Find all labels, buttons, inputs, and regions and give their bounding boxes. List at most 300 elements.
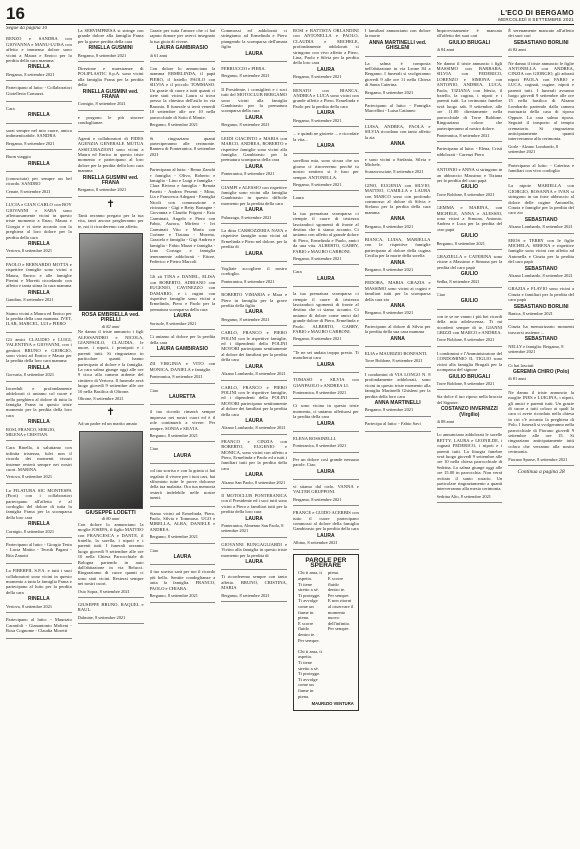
notice [150, 567, 216, 602]
notice-text: È serenamente mancato all'affetto dei suoi cari [508, 28, 574, 39]
notice [78, 113, 144, 132]
notice-name: LAURA GAMBIRASIO [156, 45, 208, 52]
notice-name: GIULIO BRUGALI [448, 373, 491, 380]
notice-name: ANNA [390, 303, 405, 310]
notice-place: Alzano Lombardo, 8 settembre 2021 [221, 425, 286, 431]
notice-place: Bergamo, 8 settembre 2021 [6, 71, 55, 77]
notice [365, 322, 431, 347]
notice-text: Ciao [149, 387, 159, 393]
notice-place: Ponteranica, 8 settembre 2021 [149, 374, 203, 380]
columns [6, 26, 574, 845]
notice-place: Bergamo, 8 settembre 2021 [364, 223, 414, 229]
notice [150, 466, 216, 506]
column-8 [508, 26, 574, 845]
notice [221, 437, 287, 489]
notice-name: RINELLA [28, 240, 50, 247]
notice-place: Bergamo, 8 settembre 2021 [221, 122, 270, 128]
notice-text: Lo annunciano addolorati le sorelle BETTY, LAURA e LEONILDE, i cognati FEDERICO, i nipoti e i parenti tutti. La liturgia funebre avrà luogo giovedì 9 settembre alle ore 10 nella chiesa parrocchiale di Sedrina. La salma giunge oggi alle ore 15.00 in parrocchia. Non verrà recitato il santo rosario. Un particolare ringraziamento a quanti interverranno alla mesta cerimonia. [436, 432, 503, 492]
portrait-photo [79, 431, 143, 509]
notice-text: FRANCO e CINZIA con ROBERTO, EUGENIO e MONICA, sono vicini con affetto a Piero, Ermelinda e Paolo ed a tutti i familiari tutti per la perdita della cara [221, 438, 287, 471]
notice-text: Laura [293, 195, 304, 201]
poem-left: Chi ti ama, ti aspetta. Ti tiene stretto a sé. Ti protegge. Ti avvolge come un fiume in piena. E scorre fluido dentro te. Per sempre. Chi ti ama, ti aspetta. Ti tiene stretto a sé. Ti protegge. Ti avvolge come un fiume in piena. [298, 570, 322, 699]
notice-text: Si ringraziano quanti parteciperanno alle cerimonie. Ramera di Ponteranica, 8 settembre 2021 [149, 135, 216, 157]
notice-text: ... e quindi ne gioirete ... e ricordate la vita... [293, 131, 359, 142]
notice [221, 64, 287, 83]
notice [150, 165, 216, 270]
notice-name: GIULIO [460, 233, 478, 240]
notice-text: Agenti e collaboratori di FIDES AGENZIA GENERALE MUTUA ASSICURAZIONI sono vicini a Maura ed Enrico in questo triste momento e partecipano al loro dolore per la perdita della loro cara mamma [77, 135, 144, 174]
deceased-name: GIUSEPPE LODETTI [85, 509, 136, 516]
notice [221, 226, 287, 262]
notice [365, 155, 431, 179]
cross-icon: ✝ [106, 198, 115, 210]
notice [365, 181, 431, 233]
notice-text: Partecipano al lutto: - Elena, Cristi addolorati - Carenzi Piero [436, 146, 503, 157]
notice-place: Alzano San Paolo, 8 settembre 2021 [221, 479, 286, 485]
notice-name: LAURA [245, 417, 263, 424]
notice-place: di 81 anni [508, 376, 526, 382]
notice-text: La FILATURA SIC MONTESPA (Fiori) con i collaboratori partecipano all'affetto e al cordoglio del dolore di tutta la famiglia Frana per la scomparsa della loro cara [6, 487, 72, 520]
deceased-name: ROSA EMBRIELLA ved. PIRELLI [81, 311, 140, 324]
notices-list [293, 26, 359, 550]
notice-place: Ponteranica, 8 settembre 2021 [221, 278, 275, 284]
notice-name: LAURA [245, 472, 263, 479]
notice [6, 486, 72, 538]
notice [221, 572, 287, 602]
notice [6, 443, 72, 483]
notice [150, 134, 216, 164]
poem-author: MAURIZIO VENTURA [311, 701, 354, 707]
notice-text: I condomini e l'Amministratore del CONDOMINIO IL TIGLIO sono vicini alla famiglia Brugali per la scomparsa del signore [436, 350, 503, 373]
notice [221, 183, 287, 224]
notice [221, 491, 287, 538]
notice-text: Ci hai lasciati [508, 362, 534, 368]
notice [508, 284, 574, 320]
notice-text: Partecipano al lutto: - Caterina e familiari con vivo cordoglio [508, 162, 574, 173]
notice [365, 278, 431, 319]
notice-name: GIULIO [460, 271, 478, 278]
notice-place: di 82 anni [508, 47, 526, 53]
notice [365, 235, 431, 276]
notice-place: Bergamo, 8 settembre 2021 [293, 74, 342, 80]
continuation-note: Segue da pagina 10 [6, 26, 48, 31]
notice-text: Ci uniamo al dolore per la perdita della cara [149, 334, 216, 345]
notices-list [365, 26, 431, 432]
notice-name: LAURA [317, 420, 335, 427]
notice-text: GINO, EUGENIA con SILVIO, MATTEO, CAMILLA e LAURA con MARCO sono con profondo commosso al dolore di Silvia e Stefano per la perdita della cara mamma [364, 182, 431, 215]
notice-text: "Te ne sei andata troppo presto. Ti mancherai cara [293, 349, 359, 361]
notice [293, 455, 359, 480]
notice-text: CARLO, FRANCO e PIERO POLINI con le rispettive famiglie, ed i dipendenti della POLINI MOTORI partecipano sentitamente al dolore dei familiari per la perdita della cara [221, 384, 287, 417]
notice [293, 482, 359, 506]
notice-name: RINELLA [28, 521, 50, 528]
notice-name: RINELLA [28, 160, 50, 167]
notice-place: Gandino, 8 settembre 2021 [6, 297, 54, 303]
death-announcement [78, 211, 144, 406]
notice-name: RINELLA [28, 64, 50, 71]
notice-text: Ci sono vicina in questo triste momento, ci uniamo affettuosi per la perdita della cara [293, 403, 359, 420]
notice [437, 144, 503, 163]
notice-name: RINELLA [28, 112, 50, 119]
notice [293, 348, 359, 373]
notice-text: Vogliate accogliere il nostro cordoglio. [221, 266, 287, 277]
notices-list [150, 26, 216, 603]
notice-name: LAURA [245, 250, 263, 257]
notice-place: Torre Boldone, 8 settembre 2021 [436, 337, 495, 343]
notice-text: BIANCA, LUISA, MARIELLA con le rispettive famiglie partecipano al dolore della cugina Cecilia per la morte della sorella [364, 236, 431, 259]
notice-text: Cara Rinella, ti salutiamo con infinita tristezza, fulvi non il ricordo dei momenti vissuti insieme resterà sempre nei nostri cuori. MARINA [6, 445, 72, 472]
notice-name: LAURA [245, 163, 263, 170]
notice-text: Sia dolce il tuo riposo nella braccia del Signore. [436, 394, 503, 405]
notice-text: GIOVANNI BUNGAGLIARDI e Vivino alla famiglia in questo triste momento per la perdita di [221, 541, 287, 558]
notice-text: la tua prematura scomparsa ci riempie il cuore di tristezza lasciandoci sgomenti di fronte al destino che ci siamo accanto. Ci uniamo di dolore come amici dal grande dolore di Piero, Ermelinda e Paolo. ALBERTO, GABRY, FABIO e MAURO CARBONI. [293, 291, 359, 335]
notice [437, 59, 503, 143]
notice-name: LAURA [317, 275, 335, 282]
notice-text: ZII VIRGINIA e VITO con MONICA, DANIELA e famiglie. [149, 361, 216, 372]
notice-place: Vertova, 8 settembre 2021 [6, 603, 53, 609]
notice [150, 509, 216, 544]
notice-text: Increduli e profondamente addolorati ci uniamo col cuore e nella preghiera al dolore di tutta la famiglia Frana in questo triste momento per la perdita della loro cara [6, 385, 72, 418]
notice-place: Bergamo, 8 settembre 2021 [293, 117, 342, 123]
deceased-age: di 80 anni [101, 516, 120, 522]
masthead-title: L'ECO DI BERGAMO [500, 10, 574, 17]
notice-place: Ponteranica, 8 settembre 2021 [293, 389, 347, 395]
notice-name: LAURETTA [169, 393, 196, 400]
notice-text: La FIBERFIL S.P.A. e tutti i suoi collaboratori sono vicini in questo momento a tutta la famiglia Frana e partecipano al lutto per la perdita della cara [6, 568, 72, 595]
notice-place: Bergamo, 8 settembre 2021 [364, 89, 414, 95]
notice-name: RINELLA [28, 419, 50, 426]
notice-place: Bergamo, 8 settembre 2021 [364, 407, 414, 413]
column-2 [78, 26, 144, 845]
notice-text: il tuo sorriso sarà per noi il ricordo più bello. Sentite condoglianze a tutta la famiglia. FRANCO, PAOLO e CHIARA. [149, 569, 216, 591]
notice [6, 152, 72, 172]
notice [508, 236, 574, 283]
notice-name: ANNA [390, 335, 405, 342]
notice [150, 407, 216, 442]
notice-place: Bergamo, 8 settembre 2021 [77, 52, 127, 58]
notice-place: Bergamo, 8 settembre 2021 [364, 267, 414, 272]
notice-text: ELIA e MAURIZIO BONFANTI. [364, 351, 428, 357]
notice-text: sorellina mia, sono sicura che un giorno ci ritroveremo perché tu nostro sentiero si è fuso per sempre. ANTONELLA. [293, 158, 359, 180]
column-5 [293, 26, 359, 845]
poem-body [298, 570, 354, 699]
notice [437, 203, 503, 250]
notice [437, 312, 503, 347]
notice-text: ELENA ROSSINELLI. [293, 435, 337, 441]
notice [508, 361, 574, 386]
notice-text: Ciao [149, 446, 159, 452]
notice [365, 26, 431, 57]
notice [221, 134, 287, 181]
notice-place: Dalmine, 8 settembre 2021 [77, 614, 126, 620]
notice-text: Grazie per tutta l'amore che ci hai saputo donare per averci insegnato la tua gioia di vivere. [149, 28, 216, 44]
notice [508, 181, 574, 233]
notice-place: Fiorano Spurse, 8 settembre 2021 [508, 456, 568, 462]
notice-place: Bergamo, 8 settembre 2021 [293, 336, 342, 342]
notice-text: Gli zii TINA e DANIEL, ELISA con ROBERTO, ADRIANO con EUGENIO, CAVINEZZO con DAMARIO, e i cugini con rispettive famiglie sono vicini a Ermelinda, Piero e Paolo per la prematura scomparsa della cara [149, 274, 216, 312]
notice-place: Sedrina Alto, 8 settembre 2021 [436, 493, 492, 499]
notice-place: Alzano Lombardo, 8 settembre 2021 [221, 371, 286, 377]
notice-name: SEBASTIANO BORLINI [513, 303, 569, 310]
notice-text: RENZO e SANDRA con GIOVANNA e MANU-LUISA con affetto e immenso dolore sono vicini a Maura e Enrico per la perdita della cara mamma [6, 36, 72, 64]
notice-text: Cara [6, 106, 15, 112]
announcement-text: Con dolore lo annunciano la moglie JOSEPA, il figlio MATTEO con FRANCESCA e DANTE, il fratello, la sorella, i nipoti e i parenti tutti. I funerali avranno luogo giovedì 9 settembre alle ore 10 nella Chiesa Parrocchiale di Bologna partendo in auto dall'abitazione in via Relucci. Ringraziamo di cuore quanti ci sono stati vicini. Resterai sempre nei nostri cuori. [77, 521, 144, 587]
notice-place: Bergamo, 8 settembre 2021 [221, 316, 270, 322]
notice-place: Albino, 8 settembre 2021 [293, 540, 338, 546]
notice-name: RINELLA [28, 364, 50, 371]
notice [221, 264, 287, 288]
notice-place: ROSI, FRANCO, SERGIO, MILENA e CRISTIAN. [6, 426, 56, 437]
notice-place: Bergamo, 8 settembre 2021 [436, 240, 485, 246]
notice-text: Siamo vicini ad Ermelinda, Piero, Paolo, Silvia e Tommaso. UGO e MIRELLA, ALBA, DANIELE e ANDREA. [149, 510, 216, 532]
notice-text: Siamo vicini a Maura ed Enrico per la perdita della cara mamma. IVET, ILAR, MARCEL, LUI e PIERO [6, 310, 72, 327]
notice [437, 165, 503, 201]
notice-place: NELLY e famiglia. Bergamo, 8 settembre 2021 [508, 343, 564, 355]
notice-name: LAURA [317, 361, 335, 368]
notice-text: GEMMA e MARINA, con MICHELE, ANNA e ALESSIO, sono vicini a Simona, Antonio, Andrea e Luca per la perdita del caro papà [436, 205, 503, 232]
notice [221, 26, 287, 62]
notice [6, 104, 72, 124]
notice [365, 349, 431, 368]
notice-place: Torre Boldone, 8 settembre 2021 [364, 358, 423, 364]
notice-name: RINELLA [28, 289, 50, 296]
notice-name: LAURA [173, 554, 192, 561]
notice-text: Ne danno il triste annuncio i figli MASSIMO con BARBARA, SILVIA con FEDERICO, LORENZO e SIMONA con ANTONIO, ANDREA, LUCA, Paola, TIZIANA con Idesio, il fratello, la cugina, i nipoti e i parenti tutti. La cerimonia funebre avrà luogo sab. 9 settembre, alle ore 11.00 direttamente nella parrocchiale di Torre Boldone. Ringraziano coloro che parteciperanno al nostro dolore. [436, 60, 503, 131]
notice-name: SEBASTIANO BORLINI [513, 39, 569, 46]
notice [6, 260, 72, 307]
notice [78, 64, 144, 111]
notice [150, 546, 216, 566]
notice-place: Ponteranica, 8 settembre 2021 [221, 171, 275, 177]
notice [293, 401, 359, 432]
notice-text: ANTONIO e ANNA si stringono in un abbraccio Massimo e Tiziana per la perdita del caro papà [436, 167, 503, 183]
notice-name: GIULIO BRUGALI [448, 39, 491, 46]
notice-text: I familiari annunciano con dolore la morte [364, 28, 431, 39]
notice-place: Bergamo, 8 settembre 2021 [293, 181, 342, 187]
notice-text: GRAZIELLA e CATERINA sono vicine a Massimo e Simona per la perdita del caro papà [436, 254, 503, 270]
notice-place: Bergamo, 8 settembre 2021 [149, 122, 198, 128]
notice-text: e sono vicini a Stefania, Silvia e Michele. [364, 156, 431, 167]
notices-list [508, 26, 574, 466]
notice-text: vi stiamo dal cielo. VANNA e VALTER GRUPPONI. [293, 483, 359, 495]
notice-text: LEIDI GIACINTO e MARIA con MARCO, ANDREA, ROBERTO e rispettive famiglie sono vicini alla famiglia Gambirasio per la prematura scomparsa della cara [221, 135, 287, 163]
notice [6, 200, 72, 258]
notice-place: Ranica, 8 settembre 2021 [508, 311, 553, 317]
notice-text: Con dolore lo annunciano la mamma ERMELINDA, il papà PIERO, il fratello PAOLO con SILVIA e il piccolo TOMMASO. Un grazie di cuore a tutti quanti ci siete stati vicini. Laura si trova presso la chiesina dell'asilo in via Baronia. Il funerale si terrà venerdì 10 settembre alle ore 10 nella parrocchiale di Sotto il Monte. [149, 66, 216, 120]
page-header [6, 0, 574, 25]
notice-name: LAURA [173, 313, 192, 320]
notice-text: GIAMPI e ALESSIO con rispettive famiglie sono vicini alla famiglia Gambirasio in questo difficile momento per la perdita della cara [221, 184, 287, 206]
notice-name: COSTANZO INVERNIZZI (Virgilio) [440, 406, 498, 418]
notice-name: ANNA [390, 216, 405, 223]
notice [293, 86, 359, 127]
notice-name: ANNA MARTINELLI [374, 399, 421, 406]
notice-name: LAURA [245, 309, 263, 316]
notice-name: ANNA MARTINELLI ved. GHISLENI [368, 39, 427, 52]
notice-place: di 61 anni [149, 52, 168, 58]
notice-place: Bergamo, 8 settembre 2021 [77, 187, 127, 193]
notice-text: Cinzia ha memorizzato momenti trascorsi assieme ... [508, 324, 574, 335]
column-3 [150, 26, 216, 845]
notice-text: Ciao [149, 547, 159, 553]
notice-text: La salma è composta nell'abitazione in via Leone 84 a Bergamo. I funerali si svolgeranno giovedì 9 alle ore 11 nella Chiesa di Santa Caterina. [364, 60, 431, 88]
notice-text: CARLO, FRANCO e PIERO POLINI con le rispettive famiglie, ed i dipendenti della POLINI MOTORI partecipano sentitamente al dolore dei familiari per la perdita della cara [221, 330, 287, 363]
notice [293, 289, 359, 346]
poem-box [293, 554, 359, 711]
notice-name: SEBASTIANO [524, 216, 558, 223]
notice-place: Scanzorosciate, 8 settembre 2021 [364, 169, 424, 175]
notice-text: Buon viaggio [6, 154, 31, 160]
announcement-text: Tanti avranno pregato per la tua vita, tanti ancora pregheranno per te, noi ti ricorderemo con affetto. [77, 212, 144, 229]
notice-text: Direzione e maestranze di POLIPLASTIC S.p.A. sono vicini alla famiglia Frana per la perdita della [77, 66, 144, 88]
notice-place: Ponteranica, Almenno San Paolo, 8 settembre 2021 [221, 523, 284, 534]
masthead-date: MERCOLEDÌ 8 SETTEMBRE 2021 [498, 17, 574, 22]
notice-place: Gorvaria, 8 settembre 2021 [6, 372, 55, 378]
announcement-place: Oltrone, 8 settembre 2021 [77, 396, 124, 402]
notice [6, 126, 72, 150]
notice-name: ANNA [390, 141, 405, 148]
notice [150, 272, 216, 330]
notice-text: I condomini di VIA LONGO N. 8 profondamente addolorati, sono vicini in questo triste momento alla famiglia Martinelli Ghisleni per la perdita della loro cara [364, 371, 431, 399]
notice-text: EROS e TERRY con le figlie MICHELA, SERENA e rispettive famiglie sono vicini con affetto ad Antonella e Cinzia per la perdita del caro papà [508, 237, 574, 265]
notice [6, 615, 72, 639]
notice [293, 26, 359, 84]
notice [78, 26, 144, 62]
column-6 [365, 26, 431, 845]
notices-list [437, 26, 503, 503]
notice [150, 444, 216, 464]
notice-name: RINELLA GUSMINI ved. FRANA [82, 88, 139, 101]
notice-text: con te se ne vanno i più bei ricordi della mia adolescenza. Ti mi ricorderò sempre di te. GIANNI GRIZZI con MARCO e ANDREA. [436, 313, 503, 336]
notice-place: Bergamo, 8 settembre 2021 [149, 534, 198, 540]
notice [508, 26, 574, 57]
notice-place: Bergamo, 8 settembre 2021 [6, 140, 55, 146]
notice-text: Improvvisamente è mancato all'affetto dei suoi cari [436, 28, 503, 39]
notice-place: Cornigio, 8 settembre 2021 [6, 528, 55, 534]
notice [365, 370, 431, 417]
notice [508, 388, 574, 466]
notice [365, 59, 431, 99]
notice-text: Ne danno il triste annuncio la moglie INES e LUIGINA, i nipoti, gli amici e parenti tutti. Un grazie di cuore a tutti coloro ai quali la cara ci avete ricordato nella chiesa in cui c'è accanto la preghiera di Polo. I funerali si svolgeranno nella parrocchiale di Fiorano giovedì 9 settembre alle ore 15. Si ringraziano anticipatamente tutti coloro che verranno alla nostra cerimonia. [508, 389, 574, 455]
column-7 [437, 26, 503, 845]
notice-name: LAURA GAMBIRASIO [156, 345, 208, 352]
notice-text: Il Presidente, i consiglieri e i soci tutti del MOTOCLUB BERGAMO sono vicini alla famiglia Gambirasio per la prematura scomparsa della cara [221, 86, 287, 114]
column-1 [6, 26, 72, 845]
notice-text: il tuo ricordo rimarrà sempre impresso nei nostri cuori ed è il sole continuerà a vivere. Per sempre, SONIA e SILVIA. [149, 409, 216, 431]
notice-text: col tuo sorriso e con la grinta ci hai regalato il vivere per i tuoi cari, hai affrontato tutte le prove dolorose della tua malattia. Ora tua memoria resterà indelebile nelle nostre menti. [149, 468, 216, 501]
notice-text: Partecipano al lutto: - Giorgio Testa - Lucia Mattio - Tecnik Pagani - Rita Zanotti [6, 542, 72, 558]
notice-place: Sedka, 8 settembre 2021 [436, 278, 480, 284]
notice-name: LAURA [317, 468, 335, 475]
notice [437, 26, 503, 57]
notice-place: Vertova, 8 settembre 2021 [6, 474, 53, 480]
notice-name: LAURA [173, 452, 192, 459]
notice [293, 129, 359, 154]
notice-text: GIUSEPPE BRUNO, RAQUEL e RAUL. [77, 601, 144, 613]
notice [437, 430, 503, 503]
notice-text: sarai sempre nel mio cuore, amica indimenticabile. SANDRA [6, 127, 72, 139]
notice-place: di 84 anni [436, 47, 455, 53]
notice-name: RINELLA GUSMINI ved. FRANA [82, 174, 139, 186]
notice-name: ANNA [390, 259, 405, 266]
page-number: 16 [6, 4, 25, 23]
notice-place: Torre Boldone, 8 settembre 2021 [436, 380, 495, 386]
notice [508, 59, 574, 159]
notice [221, 383, 287, 435]
notice-text: PAOLO e BERNARDO MOTTA e rispettive famiglie sono vicini a Maura, Enrico e alle famiglie Pierini e Moretti ricordando con affetto e tanta stima la cara mamma [6, 261, 72, 289]
notice [437, 290, 503, 310]
notice [293, 193, 359, 206]
notice [6, 384, 72, 442]
notice-place: Bergamo, 8 settembre 2021 [293, 496, 342, 502]
notice-text: Cara [293, 269, 302, 275]
notice-text: TOMASO e SILVIA con GIANPAOLO e ANDREA LI. [293, 377, 359, 388]
notice-name: LAURA [245, 50, 263, 57]
notice-text: la tua prematura scomparsa ci riempie il cuore di tristezza lasciandoci sgomenti di fronte al destino che ti siamo accanto. Ci uniamo con affetto al grande dolore di Piero, Ermelinda e Paolo, amici da una vita. ALBERTO, GABRY, FABIO e MAURO CARBONI. [293, 210, 359, 254]
portrait-photo [79, 233, 143, 311]
notice [150, 386, 216, 406]
notice-place: Sorisole, 8 settembre 2021 [149, 320, 197, 326]
notice-name: GIULIO [460, 298, 478, 305]
notice-place: Bergamo, 8 settembre 2021 [221, 592, 270, 598]
notice-text: GRAZIA e FLAVIO sono vicini a Cinzia e familiari per la perdita del caro papà [508, 286, 574, 303]
notice-text: Partecipano al lutto: - Famiglia Marcellini - Luisa Cattaneo [364, 103, 431, 114]
notice [293, 267, 359, 287]
notice-place: di 88 anni [436, 418, 455, 424]
notice-place: Bergamo, 8 settembre 2021 [364, 310, 414, 316]
announcement-text: Ne danno il triste annuncio i figli ALESSANDRO e NICOLA, GIANPAOLO, CLAUDIA, le nuore, i nipoti, i pronipoti e i parenti tutti. Si ringraziano in particolare quanti hanno partecipato al dolore e la famiglia. La cara salma giunge oggi alle ore 9 circa alla camera ardente del cimitero di Vertova. Il funerale avrà luogo giovedì 9 settembre alle ore 10 nella Basilica di Oltrone. [77, 329, 144, 394]
cross-icon: ✝ [106, 407, 115, 419]
notice-place: Bergamo, 8 settembre 2021 [221, 73, 270, 79]
notice [293, 375, 359, 399]
notice [293, 156, 359, 191]
notice [6, 566, 72, 613]
notice [365, 122, 431, 153]
notice-text: Commossi ed addolorati ci stringiamo ad Ermelinda e Piero piangendo la scomparsa dell'amata figlia [221, 28, 287, 50]
notice-text: FERRUCCIO e PIERA. [221, 66, 266, 72]
notice-place: Vertova, 8 settembre 2021 [6, 248, 53, 254]
notice [508, 322, 574, 358]
notice-text: Partecipa al lutto: - Fabio Savi [364, 420, 421, 426]
notice-text: Ne danno il triste annuncio le figlie ANTONELLA con ANDREA, CINZIA con GIORGIO, gli adorati nipoti PAOLA con FABIO e LUCA, cognati, cugine, nipoti e parenti tutti. I funerali avranno luogo giovedì 9 settembre alle ore 15 nella basilica di Alzano Lombardo partendo dalla camera mortuaria della casa di riposo Oppure. La cara salma riposa. Seguirà il trasporto al tempio crematorio. Si ringraziano anticipatamente quanti interverranno alla cerimonia. [508, 60, 574, 142]
notice [6, 83, 72, 102]
notice-name: LAURA [245, 114, 263, 121]
notice [221, 85, 287, 132]
notice-place: Ponteranica, 8 settembre 2021 [293, 443, 347, 449]
notice [221, 290, 287, 326]
notice-place: Alzano Lombardo, 8 settembre 2021 [508, 273, 573, 279]
notice-name: LAURA [245, 559, 263, 566]
notice-name: GEREMIA CHIRO (Polo) [513, 368, 570, 375]
notice [6, 540, 72, 564]
notice-name: GIULIO [460, 184, 478, 191]
notice [293, 209, 359, 266]
continuation-footer: Continua a pagina 28 [517, 469, 565, 475]
notice-place: Bergamo, 8 settembre 2021 [149, 432, 198, 438]
notice-place: Bergamo, 8 settembre 2021 [149, 593, 198, 599]
notice [221, 540, 287, 571]
notice [437, 252, 503, 288]
deceased-age: di 82 anni [101, 323, 120, 329]
notice [508, 161, 574, 180]
notice-text: RENATO con BIANCA, ANDREA e LUCA sono vicini con grande affetto a Piero, Ermelinda e Paolo per la perdita della cara [293, 87, 359, 109]
notice-name: LAURA [245, 363, 263, 370]
notice-name: LAURA [317, 532, 335, 539]
notice [6, 174, 72, 198]
notice [6, 309, 72, 333]
notice-name: LAURA [245, 207, 263, 214]
notice [78, 134, 144, 197]
